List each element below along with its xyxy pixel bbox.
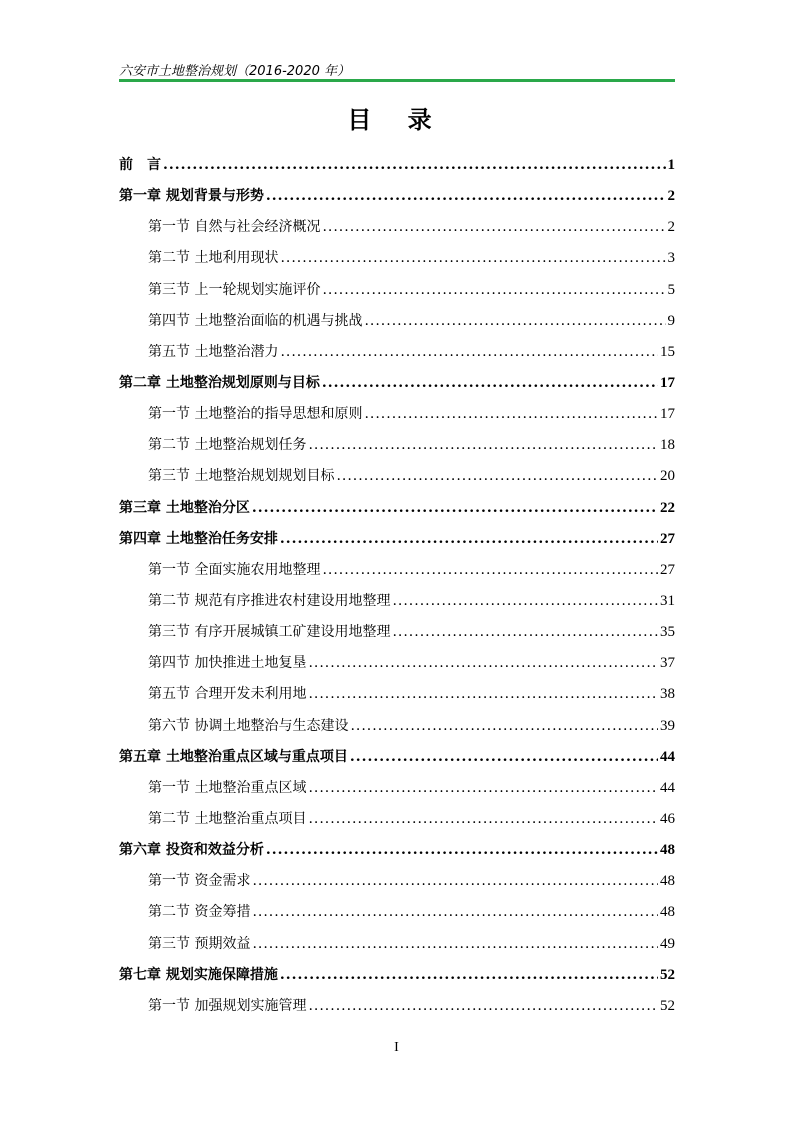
toc-entry-label: 第六章 投资和效益分析 <box>119 842 264 859</box>
toc-leader-dots <box>308 679 658 710</box>
toc-leader-dots <box>308 991 658 1022</box>
toc-entry-label: 第二章 土地整治规划原则与目标 <box>119 374 320 391</box>
toc-entry[interactable] <box>119 711 675 742</box>
toc-leader-dots <box>280 243 665 274</box>
toc-entry[interactable] <box>119 430 675 461</box>
toc-entry-page: 5 <box>667 281 675 298</box>
toc-leader-dots <box>266 835 658 866</box>
toc-leader-dots <box>252 897 658 928</box>
toc-entry[interactable] <box>119 368 675 399</box>
toc-entry-label: 第六节 协调土地整治与生态建设 <box>148 717 349 734</box>
toc-entry-label: 第五章 土地整治重点区域与重点项目 <box>119 748 348 765</box>
toc-entry-page: 17 <box>660 406 675 423</box>
toc-entry-label: 第四节 土地整治面临的机遇与挑战 <box>148 312 363 329</box>
toc-entry-page: 44 <box>660 779 675 796</box>
toc-entry-label: 第二节 规范有序推进农村建设用地整理 <box>148 592 391 609</box>
toc-leader-dots <box>322 555 658 586</box>
toc-entry-page: 27 <box>660 530 675 547</box>
toc-entry-page: 9 <box>667 312 675 329</box>
toc-leader-dots <box>252 493 658 524</box>
toc-leader-dots <box>252 866 658 897</box>
page-title: 目 录 <box>347 106 446 134</box>
toc-entry[interactable] <box>119 275 675 306</box>
toc-leader-dots <box>280 960 658 991</box>
toc-entry-label: 第二节 土地整治规划任务 <box>148 437 307 454</box>
toc-entry-label: 前 言 <box>119 157 161 173</box>
toc-leader-dots <box>350 711 658 742</box>
toc-entry[interactable] <box>119 835 675 866</box>
toc-leader-dots <box>322 212 665 243</box>
toc-entry[interactable] <box>119 804 675 835</box>
toc-entry[interactable] <box>119 555 675 586</box>
toc-leader-dots <box>392 617 658 648</box>
toc-entry-label: 第二节 土地整治重点项目 <box>148 810 307 827</box>
toc-entry-page: 46 <box>660 810 675 827</box>
toc-entry-label: 第一节 自然与社会经济概况 <box>148 219 321 236</box>
toc-entry-label: 第一节 资金需求 <box>148 873 251 890</box>
toc-entry-page: 2 <box>667 188 675 205</box>
toc-entry-label: 第四章 土地整治任务安排 <box>119 530 278 547</box>
toc-leader-dots <box>364 399 658 430</box>
toc-entry[interactable] <box>119 150 675 181</box>
toc-entry-label: 第三章 土地整治分区 <box>119 499 250 516</box>
toc-entry[interactable] <box>119 399 675 430</box>
toc-entry-page: 48 <box>660 842 675 859</box>
toc-leader-dots <box>280 337 658 368</box>
toc-leader-dots <box>266 181 666 212</box>
toc-entry[interactable] <box>119 461 675 492</box>
toc-entry[interactable] <box>119 617 675 648</box>
toc-entry-label: 第五节 合理开发未利用地 <box>148 686 307 703</box>
toc-entry-label: 第一章 规划背景与形势 <box>119 188 264 205</box>
toc-leader-dots <box>308 773 658 804</box>
toc-entry-page: 44 <box>660 748 675 765</box>
toc-leader-dots <box>364 306 665 337</box>
toc-entry-page: 37 <box>660 655 675 672</box>
toc-entry-page: 52 <box>660 966 675 983</box>
toc-entry-label: 第三节 土地整治规划规划目标 <box>148 468 335 485</box>
toc-entry-page: 3 <box>667 250 675 267</box>
toc-entry-page: 1 <box>667 157 675 173</box>
toc-entry-label: 第三节 有序开展城镇工矿建设用地整理 <box>148 624 391 641</box>
toc-entry[interactable] <box>119 960 675 991</box>
toc-entry-label: 第四节 加快推进土地复垦 <box>148 655 307 672</box>
toc-leader-dots <box>322 368 658 399</box>
toc-entry-page: 18 <box>660 437 675 454</box>
toc-entry[interactable] <box>119 679 675 710</box>
toc-entry[interactable] <box>119 181 675 212</box>
toc-entry[interactable] <box>119 866 675 897</box>
toc-entry-label: 第三节 上一轮规划实施评价 <box>148 281 321 298</box>
toc-entry-page: 2 <box>667 219 675 236</box>
toc-entry[interactable] <box>119 243 675 274</box>
toc-entry[interactable] <box>119 929 675 960</box>
toc-entry-label: 第一节 土地整治的指导思想和原则 <box>148 406 363 423</box>
toc-entry[interactable] <box>119 212 675 243</box>
toc-entry-page: 48 <box>660 904 675 921</box>
toc-entry[interactable] <box>119 524 675 555</box>
toc-entry-page: 17 <box>660 374 675 391</box>
page-number: I <box>394 1040 399 1055</box>
toc-entry-label: 第七章 规划实施保障措施 <box>119 966 278 983</box>
toc-entry[interactable] <box>119 493 675 524</box>
toc-leader-dots <box>336 461 658 492</box>
toc-leader-dots <box>392 586 658 617</box>
toc-entry-label: 第三节 预期效益 <box>148 935 251 952</box>
toc-entry-page: 35 <box>660 624 675 641</box>
toc-entry-page: 52 <box>660 997 675 1014</box>
toc-entry-page: 15 <box>660 343 675 360</box>
table-of-contents <box>119 150 675 1022</box>
toc-entry-page: 20 <box>660 468 675 485</box>
toc-entry-label: 第一节 全面实施农用地整理 <box>148 561 321 578</box>
toc-entry[interactable] <box>119 991 675 1022</box>
header-divider <box>119 79 675 82</box>
toc-entry[interactable] <box>119 337 675 368</box>
toc-entry-label: 第一节 土地整治重点区域 <box>148 779 307 796</box>
toc-leader-dots <box>308 804 658 835</box>
toc-leader-dots <box>252 929 658 960</box>
toc-entry-label: 第二节 土地利用现状 <box>148 250 279 267</box>
toc-entry-label: 第一节 加强规划实施管理 <box>148 997 307 1014</box>
toc-entry-label: 第二节 资金筹措 <box>148 904 251 921</box>
toc-entry-page: 27 <box>660 561 675 578</box>
toc-entry-label: 第五节 土地整治潜力 <box>148 343 279 360</box>
toc-leader-dots <box>163 150 666 181</box>
toc-entry-page: 39 <box>660 717 675 734</box>
toc-entry[interactable] <box>119 586 675 617</box>
toc-entry[interactable] <box>119 648 675 679</box>
toc-entry[interactable] <box>119 742 675 773</box>
toc-entry-page: 38 <box>660 686 675 703</box>
toc-entry[interactable] <box>119 773 675 804</box>
running-header: 六安市土地整治规划（2016-2020 年） <box>119 64 350 79</box>
toc-entry[interactable] <box>119 306 675 337</box>
toc-entry-page: 49 <box>660 935 675 952</box>
toc-entry-page: 31 <box>660 592 675 609</box>
toc-entry-page: 22 <box>660 499 675 516</box>
toc-leader-dots <box>308 430 658 461</box>
toc-leader-dots <box>280 524 658 555</box>
toc-leader-dots <box>322 275 665 306</box>
toc-leader-dots <box>350 742 658 773</box>
toc-entry-page: 48 <box>660 873 675 890</box>
toc-leader-dots <box>308 648 658 679</box>
toc-entry[interactable] <box>119 897 675 928</box>
